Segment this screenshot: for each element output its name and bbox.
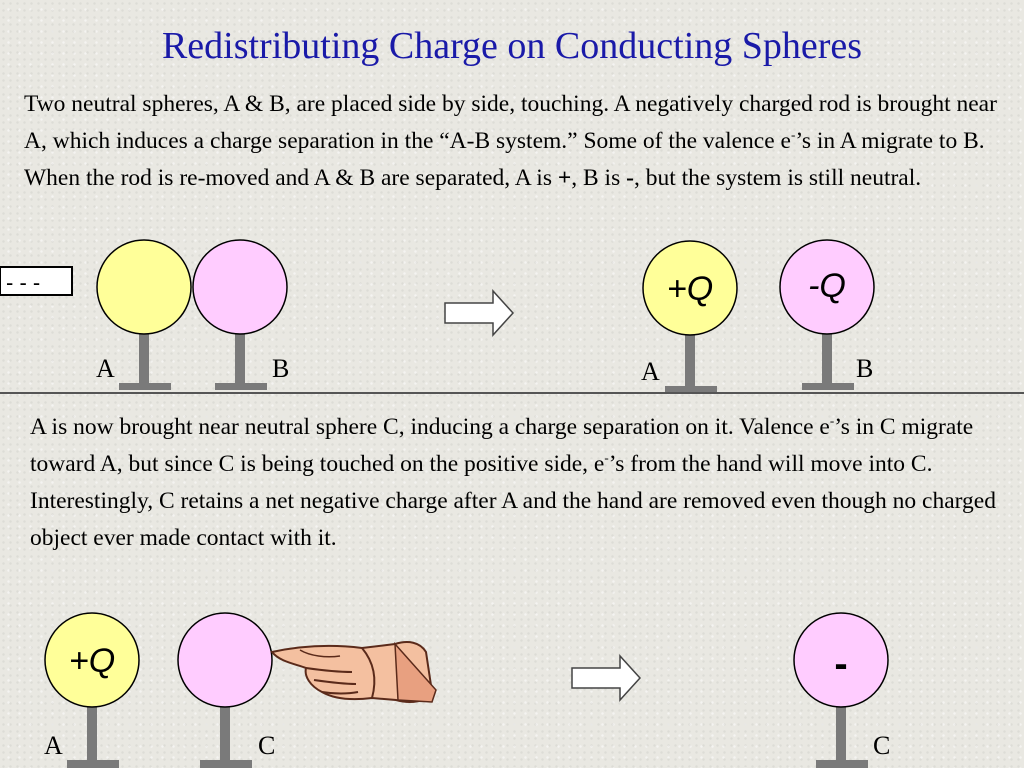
sphere-a-stand-top-left	[119, 330, 171, 390]
charge-a-top-right: +Q	[666, 270, 714, 308]
sphere-b-top-left	[193, 240, 287, 334]
label-c-bottom-left: C	[258, 731, 276, 760]
label-a-top-right: A	[641, 357, 660, 386]
page-title: Redistributing Charge on Conducting Spheres	[161, 25, 863, 67]
charge-b-top-right: -Q	[808, 267, 846, 305]
section-divider	[0, 392, 1024, 394]
label-a-top-left: A	[96, 354, 115, 383]
label-b-top-left: B	[272, 354, 290, 383]
charge-c-bottom-right: -	[834, 642, 848, 686]
label-c-bottom-right: C	[873, 731, 891, 760]
sphere-a-stand-bottom	[67, 705, 119, 768]
label-a-bottom: A	[44, 731, 63, 760]
sphere-c-bottom-left	[178, 613, 272, 707]
charge-a-bottom: +Q	[68, 642, 116, 680]
paragraph-induction-ab: Two neutral spheres, A & B, are placed side by side, touching. A negatively charged rod is brought near A, which induces a charge separation in the “A-B system.” Some of the valence e-’s in A migrate to B. When the rod is re-moved and A & B are separated, A is +, B is -, but the system is still neutral.	[24, 91, 997, 191]
arrow-right-icon-top	[445, 291, 513, 335]
sphere-c-stand-bottom-right	[816, 705, 868, 768]
pointing-hand-icon	[272, 642, 436, 702]
charged-rod	[0, 267, 72, 295]
sphere-b-stand-top-right	[802, 330, 854, 390]
label-b-top-right: B	[856, 354, 874, 383]
sphere-b-stand-top-left	[215, 330, 267, 390]
arrow-right-icon-bottom	[572, 656, 640, 700]
sphere-a-stand-top-right	[665, 333, 717, 393]
sphere-c-stand-bottom-left	[200, 705, 252, 768]
rod-charge-text: - - -	[6, 270, 41, 295]
paragraph-induction-c: A is now brought near neutral sphere C, inducing a charge separation on it. Valence e-’s in C migrate toward A, but since C is being touched on the positive side, e-’s from the hand will move into C. Interestingly, C retains a net negative charge after A and the hand are removed even though no charged object ever made contact with it.	[30, 413, 996, 551]
sphere-a-top-left	[97, 240, 191, 334]
